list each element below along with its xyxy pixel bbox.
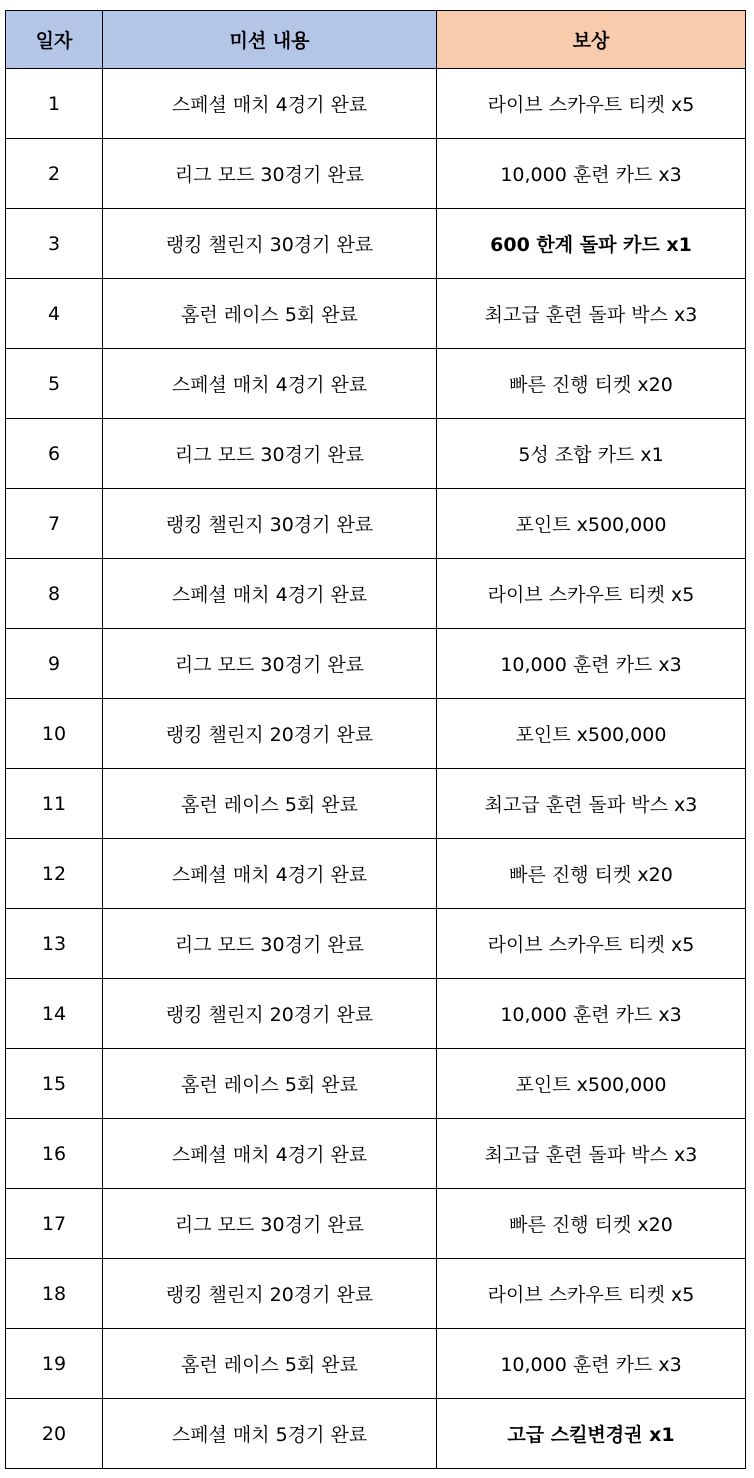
table-row [6, 629, 746, 699]
cell-day: 19 [6, 1329, 103, 1399]
table-row [6, 69, 746, 139]
cell-day: 11 [6, 769, 103, 839]
cell-day: 14 [6, 979, 103, 1049]
mission-reward-table [5, 10, 746, 1469]
table-row [6, 839, 746, 909]
cell-day: 6 [6, 419, 103, 489]
cell-day: 9 [6, 629, 103, 699]
cell-reward: 최고급 훈련 돌파 박스 x3 [437, 279, 746, 349]
cell-mission: 홈런 레이스 5회 완료 [103, 1329, 437, 1399]
header-row [6, 11, 746, 69]
cell-reward: 포인트 x500,000 [437, 1049, 746, 1119]
cell-mission: 랭킹 챌린지 20경기 완료 [103, 1259, 437, 1329]
cell-day: 7 [6, 489, 103, 559]
table-row [6, 559, 746, 629]
cell-day: 17 [6, 1189, 103, 1259]
table-row [6, 979, 746, 1049]
table-row [6, 1329, 746, 1399]
table-row [6, 1189, 746, 1259]
cell-reward: 라이브 스카우트 티켓 x5 [437, 559, 746, 629]
cell-reward: 빠른 진행 티켓 x20 [437, 1189, 746, 1259]
header-day: 일자 [6, 11, 103, 69]
cell-day: 12 [6, 839, 103, 909]
cell-reward: 10,000 훈련 카드 x3 [437, 139, 746, 209]
cell-mission: 랭킹 챌린지 20경기 완료 [103, 699, 437, 769]
cell-day: 13 [6, 909, 103, 979]
table-header [6, 11, 746, 69]
table-body [6, 69, 746, 1469]
cell-mission: 홈런 레이스 5회 완료 [103, 279, 437, 349]
table-row [6, 1399, 746, 1469]
table-row [6, 489, 746, 559]
table-row [6, 419, 746, 489]
cell-mission: 홈런 레이스 5회 완료 [103, 1049, 437, 1119]
table-row [6, 769, 746, 839]
cell-mission: 리그 모드 30경기 완료 [103, 629, 437, 699]
cell-day: 5 [6, 349, 103, 419]
cell-mission: 스페셜 매치 4경기 완료 [103, 559, 437, 629]
table-row [6, 1119, 746, 1189]
cell-reward: 포인트 x500,000 [437, 699, 746, 769]
header-mission: 미션 내용 [103, 11, 437, 69]
cell-mission: 리그 모드 30경기 완료 [103, 419, 437, 489]
cell-day: 1 [6, 69, 103, 139]
cell-day: 20 [6, 1399, 103, 1469]
cell-reward: 고급 스킬변경권 x1 [437, 1399, 746, 1469]
cell-mission: 랭킹 챌린지 30경기 완료 [103, 209, 437, 279]
table-row [6, 699, 746, 769]
header-reward: 보상 [437, 11, 746, 69]
cell-day: 2 [6, 139, 103, 209]
table-row [6, 909, 746, 979]
cell-reward: 10,000 훈련 카드 x3 [437, 1329, 746, 1399]
cell-mission: 리그 모드 30경기 완료 [103, 1189, 437, 1259]
cell-mission: 랭킹 챌린지 30경기 완료 [103, 489, 437, 559]
cell-day: 16 [6, 1119, 103, 1189]
cell-mission: 스페셜 매치 4경기 완료 [103, 349, 437, 419]
cell-mission: 리그 모드 30경기 완료 [103, 909, 437, 979]
cell-reward: 라이브 스카우트 티켓 x5 [437, 909, 746, 979]
cell-mission: 리그 모드 30경기 완료 [103, 139, 437, 209]
table-row [6, 1259, 746, 1329]
cell-day: 3 [6, 209, 103, 279]
cell-day: 4 [6, 279, 103, 349]
table-row [6, 209, 746, 279]
cell-reward: 10,000 훈련 카드 x3 [437, 629, 746, 699]
cell-reward: 라이브 스카우트 티켓 x5 [437, 1259, 746, 1329]
cell-reward: 포인트 x500,000 [437, 489, 746, 559]
cell-mission: 스페셜 매치 4경기 완료 [103, 1119, 437, 1189]
cell-reward: 10,000 훈련 카드 x3 [437, 979, 746, 1049]
table-row [6, 139, 746, 209]
cell-mission: 스페셜 매치 5경기 완료 [103, 1399, 437, 1469]
cell-day: 15 [6, 1049, 103, 1119]
cell-reward: 5성 조합 카드 x1 [437, 419, 746, 489]
cell-mission: 홈런 레이스 5회 완료 [103, 769, 437, 839]
table-row [6, 279, 746, 349]
cell-reward: 600 한계 돌파 카드 x1 [437, 209, 746, 279]
cell-reward: 라이브 스카우트 티켓 x5 [437, 69, 746, 139]
cell-mission: 스페셜 매치 4경기 완료 [103, 69, 437, 139]
cell-reward: 빠른 진행 티켓 x20 [437, 349, 746, 419]
cell-reward: 최고급 훈련 돌파 박스 x3 [437, 1119, 746, 1189]
cell-mission: 랭킹 챌린지 20경기 완료 [103, 979, 437, 1049]
cell-reward: 최고급 훈련 돌파 박스 x3 [437, 769, 746, 839]
cell-reward: 빠른 진행 티켓 x20 [437, 839, 746, 909]
table-row [6, 349, 746, 419]
cell-day: 8 [6, 559, 103, 629]
cell-day: 10 [6, 699, 103, 769]
cell-mission: 스페셜 매치 4경기 완료 [103, 839, 437, 909]
cell-day: 18 [6, 1259, 103, 1329]
table-row [6, 1049, 746, 1119]
